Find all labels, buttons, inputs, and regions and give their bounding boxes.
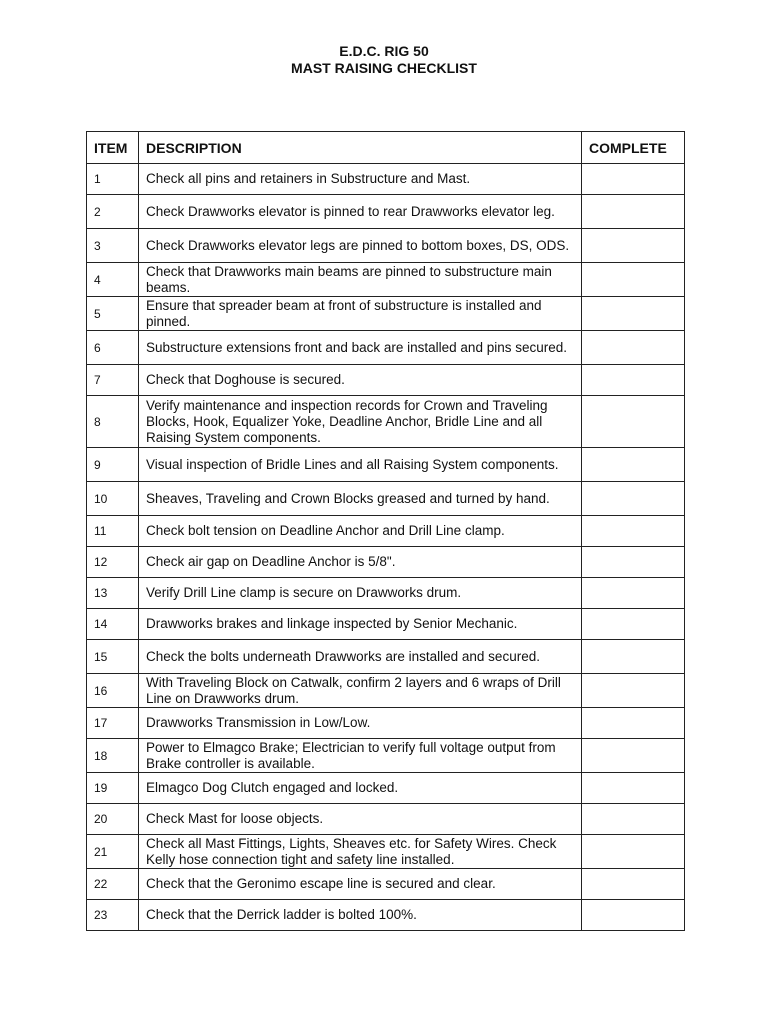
complete-checkbox-cell[interactable] <box>582 195 685 229</box>
complete-checkbox-cell[interactable] <box>582 609 685 640</box>
item-description-cell: Verify Drill Line clamp is secure on Drawworks drum. <box>139 578 582 609</box>
item-description-cell: Check the bolts underneath Drawworks are installed and secured. <box>139 640 582 674</box>
table-body <box>87 164 685 931</box>
item-description-cell: Drawworks brakes and linkage inspected by Senior Mechanic. <box>139 609 582 640</box>
item-number-cell: 1 <box>87 164 139 195</box>
table-row <box>87 396 685 448</box>
complete-checkbox-cell[interactable] <box>582 229 685 263</box>
complete-checkbox-cell[interactable] <box>582 674 685 708</box>
complete-checkbox-cell[interactable] <box>582 331 685 365</box>
item-description-cell: Visual inspection of Bridle Lines and all Raising System components. <box>139 448 582 482</box>
table-row <box>87 547 685 578</box>
table-row <box>87 448 685 482</box>
document-title <box>0 43 768 77</box>
item-description-cell: Check that Drawworks main beams are pinned to substructure main beams. <box>139 263 582 297</box>
item-description-cell: Check Drawworks elevator legs are pinned to bottom boxes, DS, ODS. <box>139 229 582 263</box>
item-number-cell: 6 <box>87 331 139 365</box>
table-row <box>87 578 685 609</box>
item-description-cell: Check Drawworks elevator is pinned to rear Drawworks elevator leg. <box>139 195 582 229</box>
complete-checkbox-cell[interactable] <box>582 578 685 609</box>
item-description-cell: Check that the Derrick ladder is bolted 100%. <box>139 900 582 931</box>
table-row <box>87 164 685 195</box>
item-number-cell: 21 <box>87 835 139 869</box>
item-number-cell: 9 <box>87 448 139 482</box>
item-number-cell: 3 <box>87 229 139 263</box>
complete-checkbox-cell[interactable] <box>582 448 685 482</box>
table-row <box>87 773 685 804</box>
item-number-cell: 16 <box>87 674 139 708</box>
item-number-cell: 10 <box>87 482 139 516</box>
item-number-cell: 20 <box>87 804 139 835</box>
complete-checkbox-cell[interactable] <box>582 263 685 297</box>
complete-checkbox-cell[interactable] <box>582 739 685 773</box>
item-number-cell: 4 <box>87 263 139 297</box>
item-description-cell: Verify maintenance and inspection records for Crown and Traveling Blocks, Hook, Equalizer Yoke, Deadline Anchor, Bridle Line and all Raising System components. <box>139 396 582 448</box>
complete-checkbox-cell[interactable] <box>582 869 685 900</box>
table-row <box>87 900 685 931</box>
checklist-title: MAST RAISING CHECKLIST <box>291 60 477 76</box>
item-number-cell: 18 <box>87 739 139 773</box>
description-column-header: DESCRIPTION <box>139 132 582 164</box>
table-row <box>87 229 685 263</box>
complete-checkbox-cell[interactable] <box>582 708 685 739</box>
complete-checkbox-cell[interactable] <box>582 900 685 931</box>
item-description-cell: Check all pins and retainers in Substructure and Mast. <box>139 164 582 195</box>
rig-name: E.D.C. RIG 50 <box>339 43 429 59</box>
table-header <box>87 132 685 164</box>
table-row <box>87 869 685 900</box>
table-row <box>87 365 685 396</box>
complete-checkbox-cell[interactable] <box>582 773 685 804</box>
table-row <box>87 516 685 547</box>
item-number-cell: 7 <box>87 365 139 396</box>
complete-checkbox-cell[interactable] <box>582 396 685 448</box>
complete-checkbox-cell[interactable] <box>582 297 685 331</box>
item-description-cell: Elmagco Dog Clutch engaged and locked. <box>139 773 582 804</box>
table-row <box>87 640 685 674</box>
complete-checkbox-cell[interactable] <box>582 835 685 869</box>
item-column-header: ITEM <box>87 132 139 164</box>
complete-checkbox-cell[interactable] <box>582 365 685 396</box>
header-row <box>87 132 685 164</box>
table-row <box>87 708 685 739</box>
item-description-cell: Drawworks Transmission in Low/Low. <box>139 708 582 739</box>
item-description-cell: Check air gap on Deadline Anchor is 5/8". <box>139 547 582 578</box>
complete-checkbox-cell[interactable] <box>582 482 685 516</box>
table-row <box>87 195 685 229</box>
table-row <box>87 331 685 365</box>
table-row <box>87 835 685 869</box>
item-description-cell: Power to Elmagco Brake; Electrician to verify full voltage output from Brake controller is available. <box>139 739 582 773</box>
table-row <box>87 804 685 835</box>
complete-checkbox-cell[interactable] <box>582 547 685 578</box>
item-description-cell: Sheaves, Traveling and Crown Blocks greased and turned by hand. <box>139 482 582 516</box>
item-number-cell: 22 <box>87 869 139 900</box>
item-number-cell: 5 <box>87 297 139 331</box>
table-row <box>87 263 685 297</box>
item-number-cell: 14 <box>87 609 139 640</box>
mast-raising-checklist-table <box>86 131 685 931</box>
item-number-cell: 11 <box>87 516 139 547</box>
table-row <box>87 297 685 331</box>
table-row <box>87 674 685 708</box>
item-description-cell: Check that Doghouse is secured. <box>139 365 582 396</box>
item-number-cell: 15 <box>87 640 139 674</box>
item-number-cell: 17 <box>87 708 139 739</box>
item-number-cell: 12 <box>87 547 139 578</box>
table-row <box>87 482 685 516</box>
item-description-cell: With Traveling Block on Catwalk, confirm 2 layers and 6 wraps of Drill Line on Drawworks drum. <box>139 674 582 708</box>
item-number-cell: 23 <box>87 900 139 931</box>
item-number-cell: 2 <box>87 195 139 229</box>
table-row <box>87 739 685 773</box>
complete-checkbox-cell[interactable] <box>582 804 685 835</box>
item-number-cell: 13 <box>87 578 139 609</box>
item-description-cell: Ensure that spreader beam at front of substructure is installed and pinned. <box>139 297 582 331</box>
complete-checkbox-cell[interactable] <box>582 516 685 547</box>
complete-checkbox-cell[interactable] <box>582 640 685 674</box>
table-row <box>87 609 685 640</box>
item-number-cell: 19 <box>87 773 139 804</box>
item-description-cell: Check Mast for loose objects. <box>139 804 582 835</box>
item-description-cell: Substructure extensions front and back are installed and pins secured. <box>139 331 582 365</box>
item-description-cell: Check bolt tension on Deadline Anchor and Drill Line clamp. <box>139 516 582 547</box>
complete-column-header: COMPLETE <box>582 132 685 164</box>
item-number-cell: 8 <box>87 396 139 448</box>
item-description-cell: Check all Mast Fittings, Lights, Sheaves etc. for Safety Wires. Check Kelly hose connection tight and safety line installed. <box>139 835 582 869</box>
item-description-cell: Check that the Geronimo escape line is secured and clear. <box>139 869 582 900</box>
complete-checkbox-cell[interactable] <box>582 164 685 195</box>
